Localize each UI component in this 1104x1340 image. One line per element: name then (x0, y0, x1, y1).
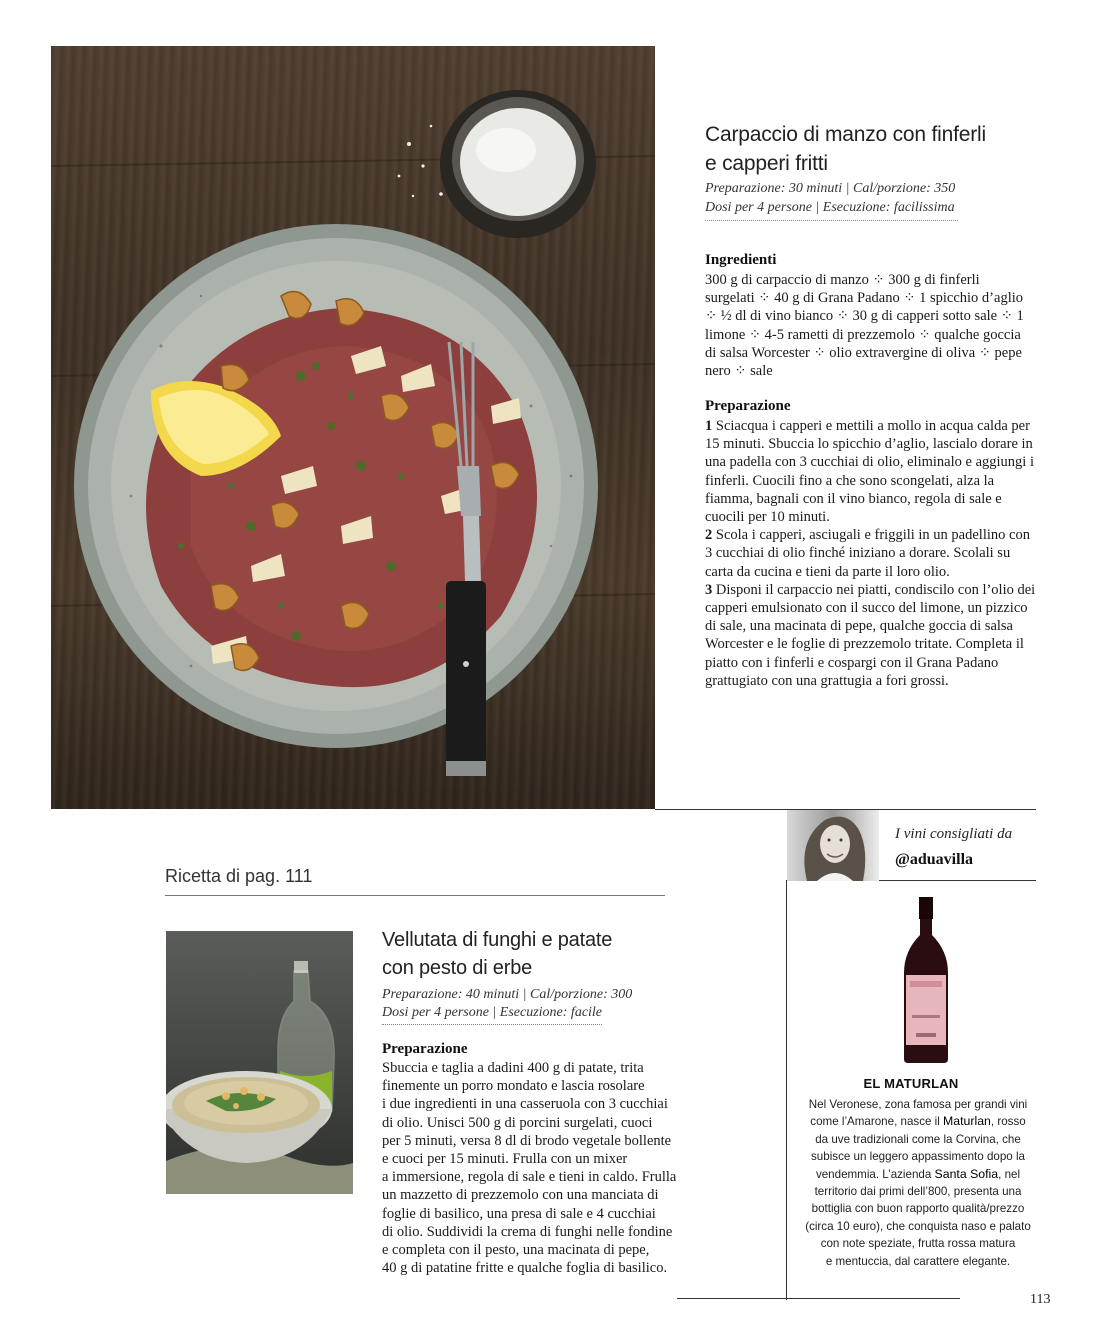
recipe-title-line-2: con pesto di erbe (382, 957, 533, 979)
wine-description-line: con note speziate, frutta rossa matura (820, 1237, 1016, 1251)
carpaccio-photo (51, 46, 655, 809)
wine-recommended-by: I vini consigliati da (895, 826, 1013, 842)
preparation-line: i due ingredienti in una casseruola con 3 cucchiai (382, 1096, 668, 1113)
step-number: 1 (705, 418, 713, 434)
ingredients-heading: Ingredienti (705, 252, 777, 268)
step-text: Sciacqua i capperi e mettili a mollo in acqua calda per 15 minuti. Sbuccia lo spicchio d’aglio, lascialo dorare in una padella con 3 cucchiai di olio, eliminalo e aggiungi i finferli. Cuocili fino a che sono scongelati, alza la fiamma, bagnali con il vino bianco, regola di sale e cuocili per 10 minuti. (705, 418, 1034, 526)
preparation-line: per 5 minuti, versa 8 dl di brodo vegetale bollente (382, 1132, 672, 1149)
recipe-title (705, 120, 1035, 178)
wine-name: EL MATURLAN (863, 1076, 959, 1091)
meta-divider (382, 1024, 602, 1025)
wine-description-highlight: Santa Sofia (934, 1166, 999, 1181)
ingredients-line: surgelati ⁘ 40 g di Grana Padano ⁘ 1 spicchio d’aglio (705, 290, 1023, 307)
preparation-step (705, 581, 1040, 690)
step-text: Disponi il carpaccio nei piatti, condiscilo con l’olio dei capperi emulsionato con il succo del limone, un pizzico di sale, una macinata di pepe, qualche goccia di salsa Worcester e le foglie di prezzemolo tritate. Completa il piatto con i finferli e cospargi con il Grana Padano grattugiato con una grattugia a fori grossi. (705, 581, 1036, 689)
wine-description-line: subisce un leggero appassimento dopo la (811, 1150, 1025, 1164)
recipe-title-line-1: Vellutata di funghi e patate (382, 929, 613, 951)
step-number: 2 (705, 527, 713, 544)
page-number: 113 (1030, 1292, 1051, 1307)
wine-bottle-image (896, 895, 956, 1065)
recipe-title-line-1: Carpaccio di manzo con finferli (705, 123, 986, 146)
preparation-steps (705, 417, 1040, 690)
wine-description-line: territorio dai primi dell’800, presenta una (814, 1185, 1022, 1199)
preparation-line: di olio. Suddividi la crema di funghi nelle fondine (382, 1223, 673, 1240)
recipe-meta-line-1: Preparazione: 30 minuti | Cal/porzione: 350 (705, 181, 956, 196)
author-avatar (787, 810, 879, 881)
wine-description (800, 1096, 1036, 1270)
preparation-line: e completa con il pesto, una macinata di pepe, (382, 1242, 650, 1259)
preparation-line: finemente un porro mondato e lascia rosolare (382, 1078, 645, 1095)
preparation-line: 40 g di patatine fritte e qualche foglia di basilico. (382, 1260, 668, 1277)
recipe-title (382, 926, 672, 982)
meta-divider (705, 220, 958, 221)
ingredients-line: ⁘ ½ dl di vino bianco ⁘ 30 g di capperi sotto sale ⁘ 1 (705, 308, 1024, 325)
ingredients-line: nero ⁘ sale (705, 363, 773, 380)
preparation-heading: Preparazione (382, 1041, 468, 1057)
preparation-step (705, 417, 1040, 526)
preparation-heading: Preparazione (705, 398, 791, 414)
preparation-step (705, 526, 1040, 581)
recipe-meta (705, 179, 955, 217)
recipe-meta-line-2: Dosi per 4 persone | Esecuzione: facilissima (705, 200, 955, 215)
step-text: Scola i capperi, asciugali e friggili in un padellino con 3 cucchiai di olio finché iniziano a dorare. Scolali su carta da cucina e tieni da parte il loro olio. (705, 527, 1030, 580)
footer-divider (677, 1298, 960, 1299)
wine-description-line: Nel Veronese, zona famosa per grandi vini (808, 1098, 1028, 1111)
preparation-text (382, 1059, 707, 1277)
wine-description-highlight: Maturlan (943, 1114, 991, 1129)
ingredients-line: limone ⁘ 4-5 rametti di prezzemolo ⁘ qualche goccia (705, 326, 1021, 343)
wine-description-line: (circa 10 euro), che conquista naso e palato (805, 1219, 1031, 1233)
wine-description-line: bottiglia con buon rapporto qualità/prezzo (811, 1202, 1025, 1216)
preparation-line: foglie di basilico, una presa di sale e 4 cucchiai (382, 1205, 656, 1222)
wine-description-line: da uve tradizionali come la Corvina, che (815, 1132, 1021, 1146)
recipe-meta-line-1: Preparazione: 40 minuti | Cal/porzione: 300 (382, 987, 633, 1002)
recipe-meta (382, 986, 632, 1022)
recipe-title-line-2: e capperi fritti (705, 152, 828, 175)
ingredients-line: 300 g di carpaccio di manzo ⁘ 300 g di finferli (705, 272, 980, 288)
author-handle: @aduavilla (895, 851, 974, 868)
recipe-page-reference: Ricetta di pag. 111 (165, 866, 313, 886)
preparation-line: a immersione, regola di sale e tieni in caldo. Frulla (382, 1169, 677, 1186)
wine-description-line: vendemmia. L’azienda Santa Sofia, nel (815, 1166, 1021, 1181)
ingredients-line: di salsa Worcester ⁘ olio extravergine di oliva ⁘ pepe (705, 344, 1022, 361)
preparation-line: di olio. Unisci 500 g di porcini surgelati, cuoci (382, 1114, 653, 1131)
wine-description-line: come l’Amarone, nasce il Maturlan, rosso (810, 1114, 1026, 1129)
soup-photo (166, 931, 353, 1194)
preparation-line: Sbuccia e taglia a dadini 400 g di patate, trita (382, 1060, 644, 1076)
reference-divider (165, 895, 665, 896)
step-number: 3 (705, 581, 713, 598)
ingredients-list (705, 271, 1040, 380)
recipe-meta-line-2: Dosi per 4 persone | Esecuzione: facile (382, 1005, 603, 1020)
preparation-line: un mazzetto di prezzemolo con una manciata di (382, 1187, 659, 1204)
wine-description-line: e mentuccia, dal carattere elegante. (825, 1254, 1011, 1268)
preparation-line: e cuoci per 15 minuti. Frulla con un mixer (382, 1151, 628, 1168)
